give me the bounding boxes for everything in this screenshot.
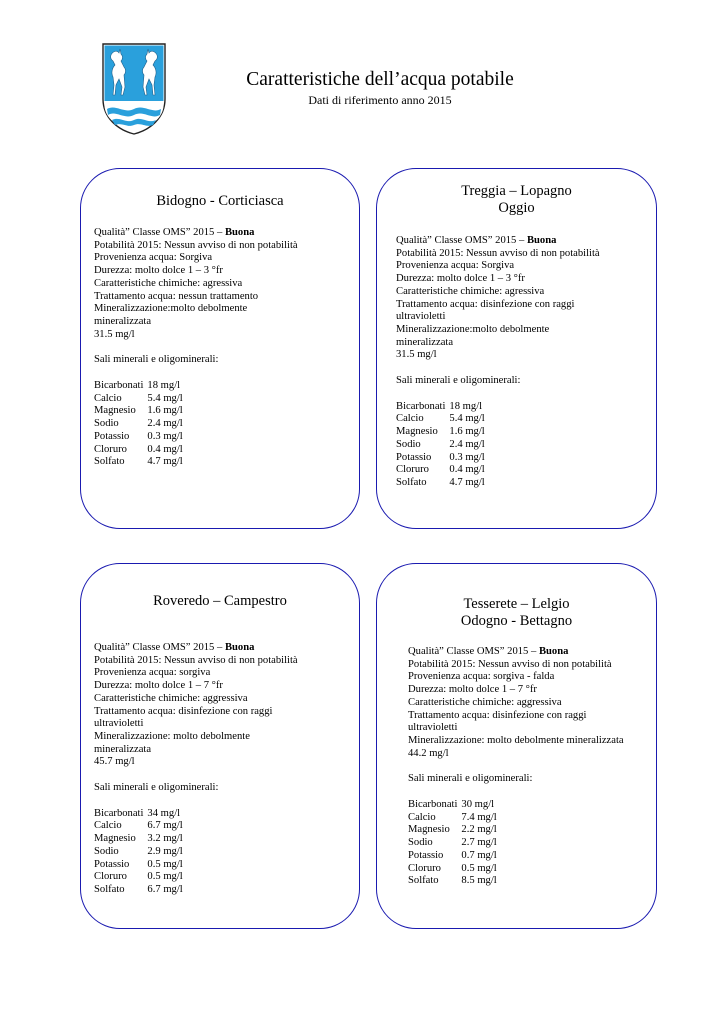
card-body — [408, 646, 624, 888]
water-card-roveredo — [80, 563, 360, 929]
mineral-row: Solfato 4.7 mg/l — [396, 476, 485, 488]
treatment-line: Trattamento acqua: disinfezione con raggi ultravioletti — [408, 709, 587, 734]
mineral-row: Calcio 6.7 mg/l — [94, 820, 183, 832]
mineral-row: Sodio 2.9 mg/l — [94, 845, 183, 857]
mineral-row: Magnesio 1.6 mg/l — [94, 405, 183, 417]
coat-of-arms-logo — [102, 43, 166, 135]
source-line: Provenienza acqua: Sorgiva — [94, 252, 213, 264]
potability-line: Potabilità 2015: Nessun avviso di non potabilità — [396, 247, 600, 259]
card-body — [94, 642, 298, 897]
mineralization-value: 45.7 mg/l — [94, 756, 135, 768]
mineral-row: Solfato 8.5 mg/l — [408, 875, 497, 887]
mineral-row: Potassio 0.3 mg/l — [396, 451, 485, 463]
page-title: Caratteristiche dell’acqua potabile — [246, 69, 514, 90]
quality-value: Buona — [538, 646, 569, 657]
card-title: Treggia – Lopagno Oggio — [461, 183, 572, 216]
treatment-line: Trattamento acqua: disinfezione con raggi ultravioletti — [396, 298, 575, 323]
treatment-line: Trattamento acqua: nessun trattamento — [94, 290, 259, 302]
mineral-row: Potassio 0.5 mg/l — [94, 858, 183, 870]
minerals-table — [396, 401, 485, 490]
card-title: Bidogno - Corticiasca — [156, 193, 284, 209]
mineral-row: Cloruro 0.5 mg/l — [408, 862, 497, 874]
mineralization-line: Mineralizzazione: molto debolmente mineralizzata — [408, 734, 624, 746]
mineral-row: Sodio 2.7 mg/l — [408, 837, 497, 849]
mineral-row: Sodio 2.4 mg/l — [396, 438, 485, 450]
mineral-row: Cloruro 0.4 mg/l — [94, 443, 183, 455]
mineral-row: Sodio 2.4 mg/l — [94, 418, 183, 430]
source-line: Provenienza acqua: sorgiva — [94, 667, 211, 679]
mineral-row: Solfato 4.7 mg/l — [94, 456, 183, 468]
chemistry-line: Caratteristiche chimiche: aggressiva — [94, 692, 248, 704]
potability-line: Potabilità 2015: Nessun avviso di non potabilità — [408, 658, 612, 670]
mineral-row: Potassio 0.7 mg/l — [408, 849, 497, 861]
hardness-line: Durezza: molto dolce 1 – 7 °fr — [94, 680, 223, 692]
chemistry-line: Caratteristiche chimiche: agressiva — [396, 285, 545, 297]
minerals-heading: Sali minerali e oligominerali: — [94, 782, 219, 794]
source-line: Provenienza acqua: sorgiva - falda — [408, 671, 555, 683]
mineral-row: Bicarbonati 30 mg/l — [408, 799, 495, 811]
water-card-bidogno — [80, 168, 360, 529]
quality-line: Qualità” Classe OMS” 2015 – Buona — [94, 642, 255, 653]
minerals-heading: Sali minerali e oligominerali: — [94, 354, 219, 366]
quality-line: Qualità” Classe OMS” 2015 – Buona — [94, 227, 255, 238]
minerals-heading: Sali minerali e oligominerali: — [396, 375, 521, 387]
mineral-row: Calcio 5.4 mg/l — [94, 392, 183, 404]
water-card-tesserete — [376, 563, 657, 929]
minerals-heading: Sali minerali e oligominerali: — [408, 773, 533, 785]
quality-value: Buona — [224, 642, 255, 653]
quality-line: Qualità” Classe OMS” 2015 – Buona — [396, 235, 557, 246]
potability-line: Potabilità 2015: Nessun avviso di non potabilità — [94, 239, 298, 251]
hardness-line: Durezza: molto dolce 1 – 7 °fr — [408, 684, 537, 696]
mineral-row: Bicarbonati 18 mg/l — [94, 380, 181, 392]
mineral-row: Cloruro 0.5 mg/l — [94, 871, 183, 883]
card-body — [94, 227, 344, 469]
quality-line: Qualità” Classe OMS” 2015 – Buona — [408, 646, 569, 657]
treatment-line: Trattamento acqua: disinfezione con raggi ultravioletti — [94, 705, 273, 730]
mineralization-line: Mineralizzazione:molto debolmente mineralizzata — [94, 303, 248, 327]
mineral-row: Cloruro 0.4 mg/l — [396, 464, 485, 476]
card-title: Tesserete – Lelgio Odogno - Bettagno — [460, 596, 573, 629]
hardness-line: Durezza: molto dolce 1 – 3 °fr — [396, 273, 525, 285]
mineral-row: Bicarbonati 34 mg/l — [94, 807, 181, 819]
card-title: Roveredo – Campestro — [153, 593, 287, 609]
chemistry-line: Caratteristiche chimiche: agressiva — [94, 277, 243, 289]
mineral-row: Magnesio 2.2 mg/l — [408, 824, 497, 836]
chemistry-line: Caratteristiche chimiche: aggressiva — [408, 696, 562, 708]
mineralization-line: Mineralizzazione:molto debolmente mineralizzata — [396, 323, 550, 348]
mineral-row: Bicarbonati 18 mg/l — [396, 400, 483, 412]
mineralization-value: 31.5 mg/l — [396, 349, 437, 361]
mineral-row: Magnesio 1.6 mg/l — [396, 426, 485, 438]
minerals-table — [94, 808, 183, 897]
page-subtitle: Dati di riferimento anno 2015 — [308, 93, 452, 107]
minerals-table — [94, 380, 183, 469]
mineral-row: Solfato 6.7 mg/l — [94, 883, 183, 895]
mineral-row: Calcio 7.4 mg/l — [408, 811, 497, 823]
mineral-row: Potassio 0.3 mg/l — [94, 430, 183, 442]
quality-value: Buona — [526, 235, 557, 246]
hardness-line: Durezza: molto dolce 1 – 3 °fr — [94, 265, 223, 277]
card-body — [396, 235, 626, 490]
mineralization-line: Mineralizzazione: molto debolmente mineralizzata — [94, 730, 250, 755]
potability-line: Potabilità 2015: Nessun avviso di non potabilità — [94, 654, 298, 666]
water-card-treggia — [376, 168, 657, 529]
source-line: Provenienza acqua: Sorgiva — [396, 260, 515, 272]
mineralization-value: 44.2 mg/l — [408, 747, 449, 759]
mineralization-value: 31.5 mg/l — [94, 328, 135, 340]
quality-value: Buona — [224, 227, 255, 238]
mineral-row: Magnesio 3.2 mg/l — [94, 833, 183, 845]
mineral-row: Calcio 5.4 mg/l — [396, 413, 485, 425]
minerals-table — [408, 799, 497, 888]
